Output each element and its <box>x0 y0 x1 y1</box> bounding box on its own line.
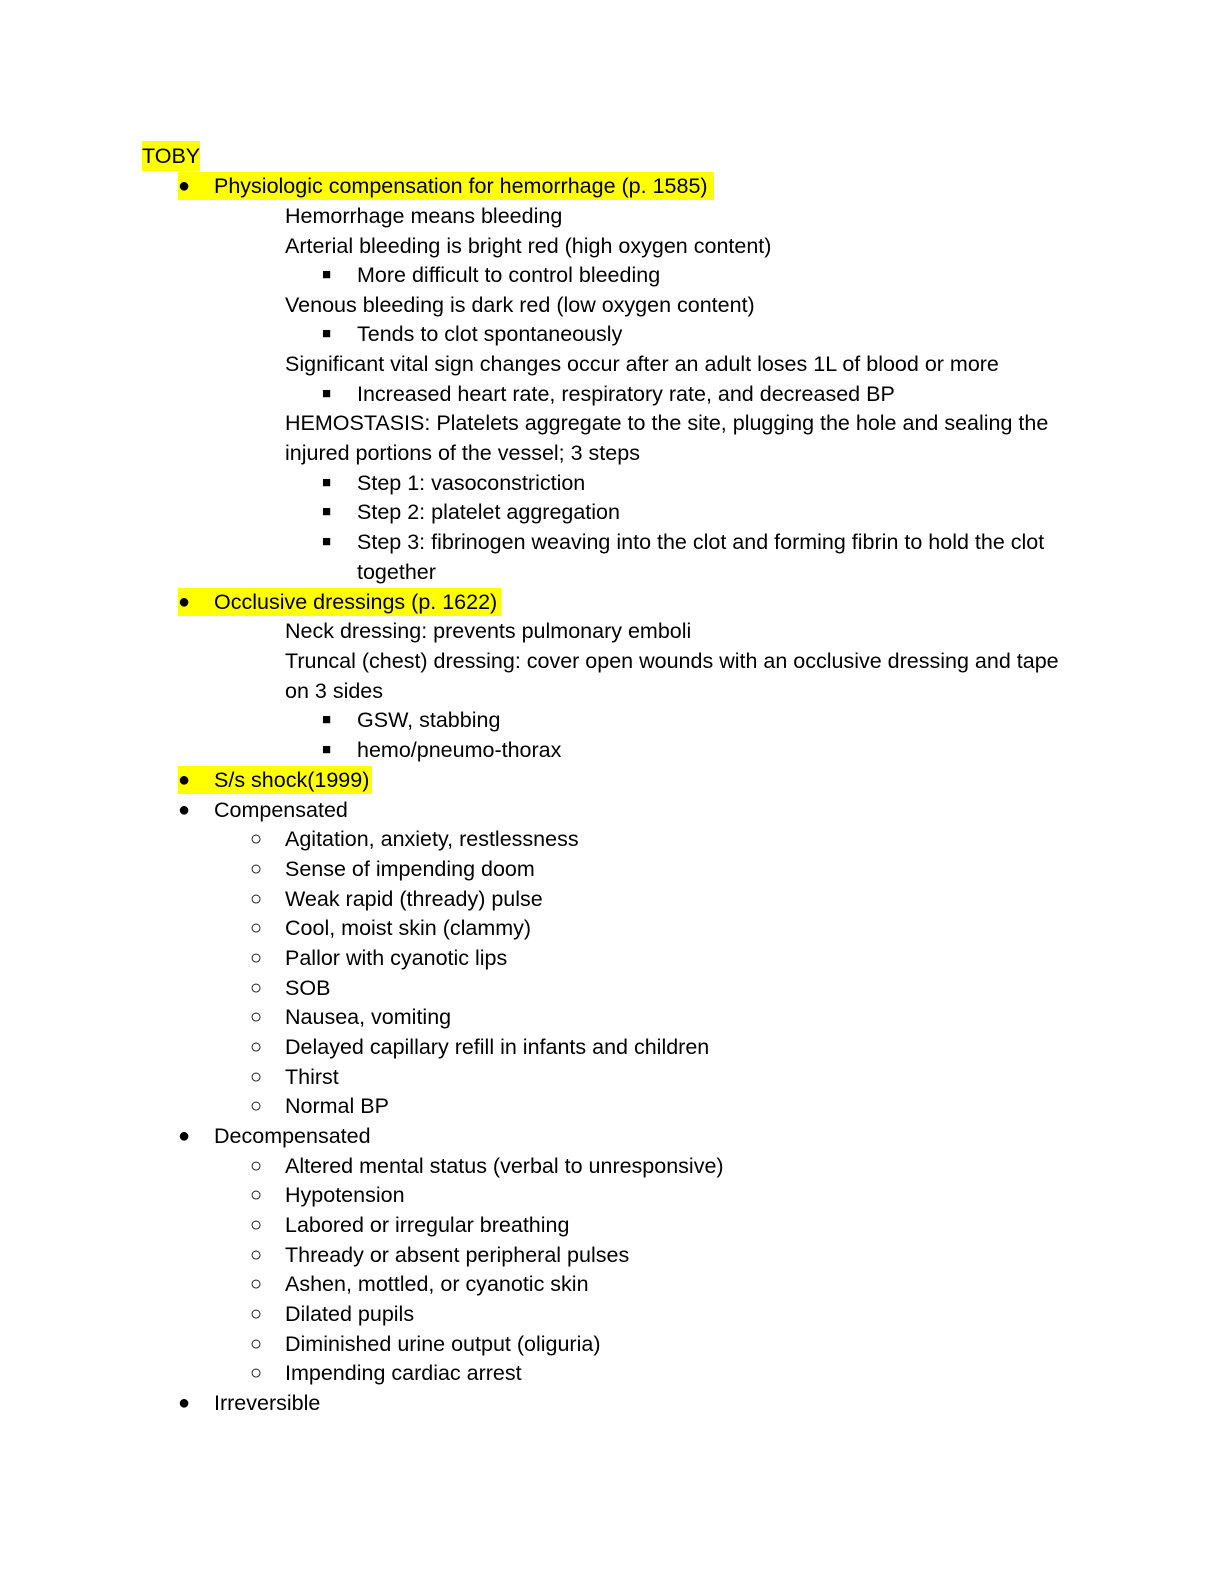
bullet-disc-icon: ● <box>178 799 191 821</box>
bullet-disc-icon: ● <box>178 769 191 791</box>
doc-title: TOBY <box>142 141 200 171</box>
bullet-circle-icon: ○ <box>250 1095 263 1117</box>
bullet-square-icon: ■ <box>322 741 332 758</box>
bullet-square-icon: ■ <box>322 385 332 402</box>
bullet-disc-icon: ● <box>178 1392 191 1414</box>
bullet-circle-icon: ○ <box>250 1303 263 1325</box>
bullet-circle-icon: ○ <box>250 1244 263 1266</box>
bullet-disc-icon: ● <box>178 175 191 197</box>
bullet-circle-icon: ○ <box>250 977 263 999</box>
bullet-square-icon: ■ <box>322 503 332 520</box>
bullet-circle-icon: ○ <box>250 1155 263 1177</box>
bullet-square-icon: ■ <box>322 711 332 728</box>
bullet-circle-icon: ○ <box>250 1036 263 1058</box>
bullet-circle-icon: ○ <box>250 1184 263 1206</box>
bullet-circle-icon: ○ <box>250 917 263 939</box>
bullet-circle-icon: ○ <box>250 1273 263 1295</box>
bullet-circle-icon: ○ <box>250 947 263 969</box>
bullet-circle-icon: ○ <box>250 1006 263 1028</box>
bullet-disc-icon: ● <box>178 591 191 613</box>
bullet-circle-icon: ○ <box>250 828 263 850</box>
heading-text: S/s shock(1999) <box>214 768 370 792</box>
bullet-circle-icon: ○ <box>250 1333 263 1355</box>
heading-text: Occlusive dressings (p. 1622) <box>214 590 498 614</box>
bullet-circle-icon: ○ <box>250 1066 263 1088</box>
bullet-circle-icon: ○ <box>250 888 263 910</box>
bullet-square-icon: ■ <box>322 325 332 342</box>
bullet-square-icon: ■ <box>322 474 332 491</box>
bullet-square-icon: ■ <box>322 266 332 283</box>
bullet-circle-icon: ○ <box>250 1214 263 1236</box>
bullet-square-icon: ■ <box>322 533 332 550</box>
bullet-circle-icon: ○ <box>250 858 263 880</box>
heading-text: Physiologic compensation for hemorrhage (p. 1585) <box>214 174 708 198</box>
bullet-disc-icon: ● <box>178 1125 191 1147</box>
bullet-circle-icon: ○ <box>250 1362 263 1384</box>
document-page: TOBY ● Physiologic compensation for hemorrhage (p. 1585) Hemorrhage means bleeding Arterial bleeding is bright red (high oxygen content) ■ More difficult to control bleeding Venous bleeding is dark red (low oxygen content) ■ Tends to clot spontaneously Significant vital sign changes occur after an adult loses 1L of blood or more ■ Increased heart rate, respiratory rate, and decreased BP HEMOSTASIS: Platelets aggregate to the site, plugging the hole and sealing the injured portions of the vessel; 3 steps ■ Step 1: vasoconstriction ■ Step 2: platelet aggregation ■ Step 3: fibrinogen weaving into the clot and forming fibrin to hold the clot together ● Occlusive dressings (p. 1622) Neck dressing: prevents pulmonary emboli Truncal (chest) dressing: cover open wounds with an occlusive dressing and tape on 3 sides ■ GSW, stabbing ■ hemo/pneumo-thorax ● S/s shock(1999) ● Compensated ○ Agitation, anxiety, restlessness ○ Sense of impending doom ○ Weak rapid (thready) pulse ○ Cool, moist skin (clammy) ○ Pallor with cyanotic lips ○ SOB ○ Nausea, vomiting ○ Delayed capillary refill in infants and children ○ Thirst ○ Normal BP ● Decompensated ○ Altered mental status (verbal to unresponsive) ○ Hypotension ○ Labored or irregular breathing ○ Thready or absent peripheral pulses ○ Ashen, mottled, or cyanotic skin ○ Dilated pupils ○ Diminished urine output (oliguria) ○ Impending cardiac arrest ● Irreversible <box>0 0 1224 1584</box>
